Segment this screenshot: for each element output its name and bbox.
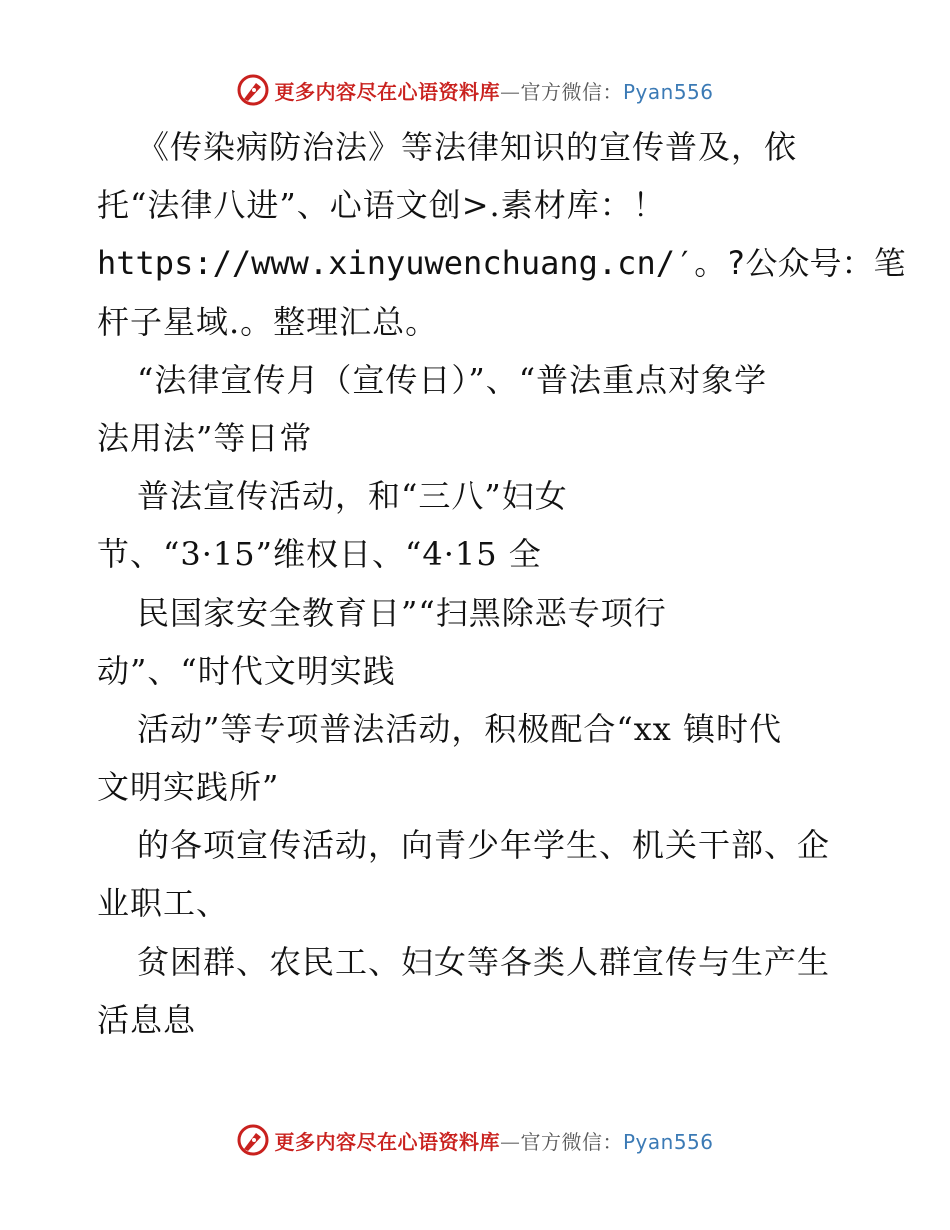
footer-brand: 更多内容尽在心语资料库 — [274, 1129, 500, 1154]
body-line: 动”、“时代文明实践 — [97, 651, 396, 690]
header-wechat-label: 官方微信： — [520, 79, 623, 104]
body-line: 《传染病防治法》等法律知识的宣传普及，依 — [137, 128, 798, 166]
footer-dash: — — [499, 1129, 521, 1154]
footer-text — [274, 1126, 713, 1155]
header-wechat-id: Pyan556 — [622, 79, 714, 104]
footer-wechat-id: Pyan556 — [622, 1129, 714, 1154]
body-line: 托“法律八进”、心语文创>.素材库：！ — [97, 186, 666, 225]
body-line: 活动”等专项普法活动，积极配合“xx 镇时代 — [137, 709, 782, 748]
body-line: 节、“3·15”维权日、“4·15 全 — [97, 535, 542, 574]
body-line: 贫困群、农民工、妇女等各类人群宣传与生产生 — [137, 942, 831, 981]
body-line: 普法宣传活动，和“三八”妇女 — [137, 477, 568, 516]
body-line: 的各项宣传活动，向青少年学生、机关干部、企 — [137, 826, 831, 865]
body-line: 杆子星域.。整理汇总。 — [97, 302, 439, 341]
document-body — [97, 118, 906, 1049]
footer-banner — [0, 1120, 950, 1160]
header-brand: 更多内容尽在心语资料库 — [274, 79, 500, 104]
body-line: “法律宣传月（宣传日）”、“普法重点对象学 — [137, 360, 768, 399]
body-line-url: https://www.xinyuwenchuang.cn/′。?公众号：笔 — [97, 244, 906, 283]
body-line: 活息息 — [97, 1000, 197, 1039]
body-line: 民国家安全教育日”“扫黑除恶专项行 — [137, 593, 667, 632]
header-text — [274, 76, 713, 105]
pen-nib-circle-icon — [236, 73, 270, 107]
body-line: 业职工、 — [97, 884, 230, 923]
body-line: 法用法”等日常 — [97, 418, 313, 457]
header-banner — [0, 70, 950, 110]
pen-nib-circle-icon — [236, 1123, 270, 1157]
footer-wechat-label: 官方微信： — [520, 1129, 623, 1154]
header-dash: — — [499, 79, 521, 104]
body-line: 文明实践所” — [97, 768, 280, 807]
